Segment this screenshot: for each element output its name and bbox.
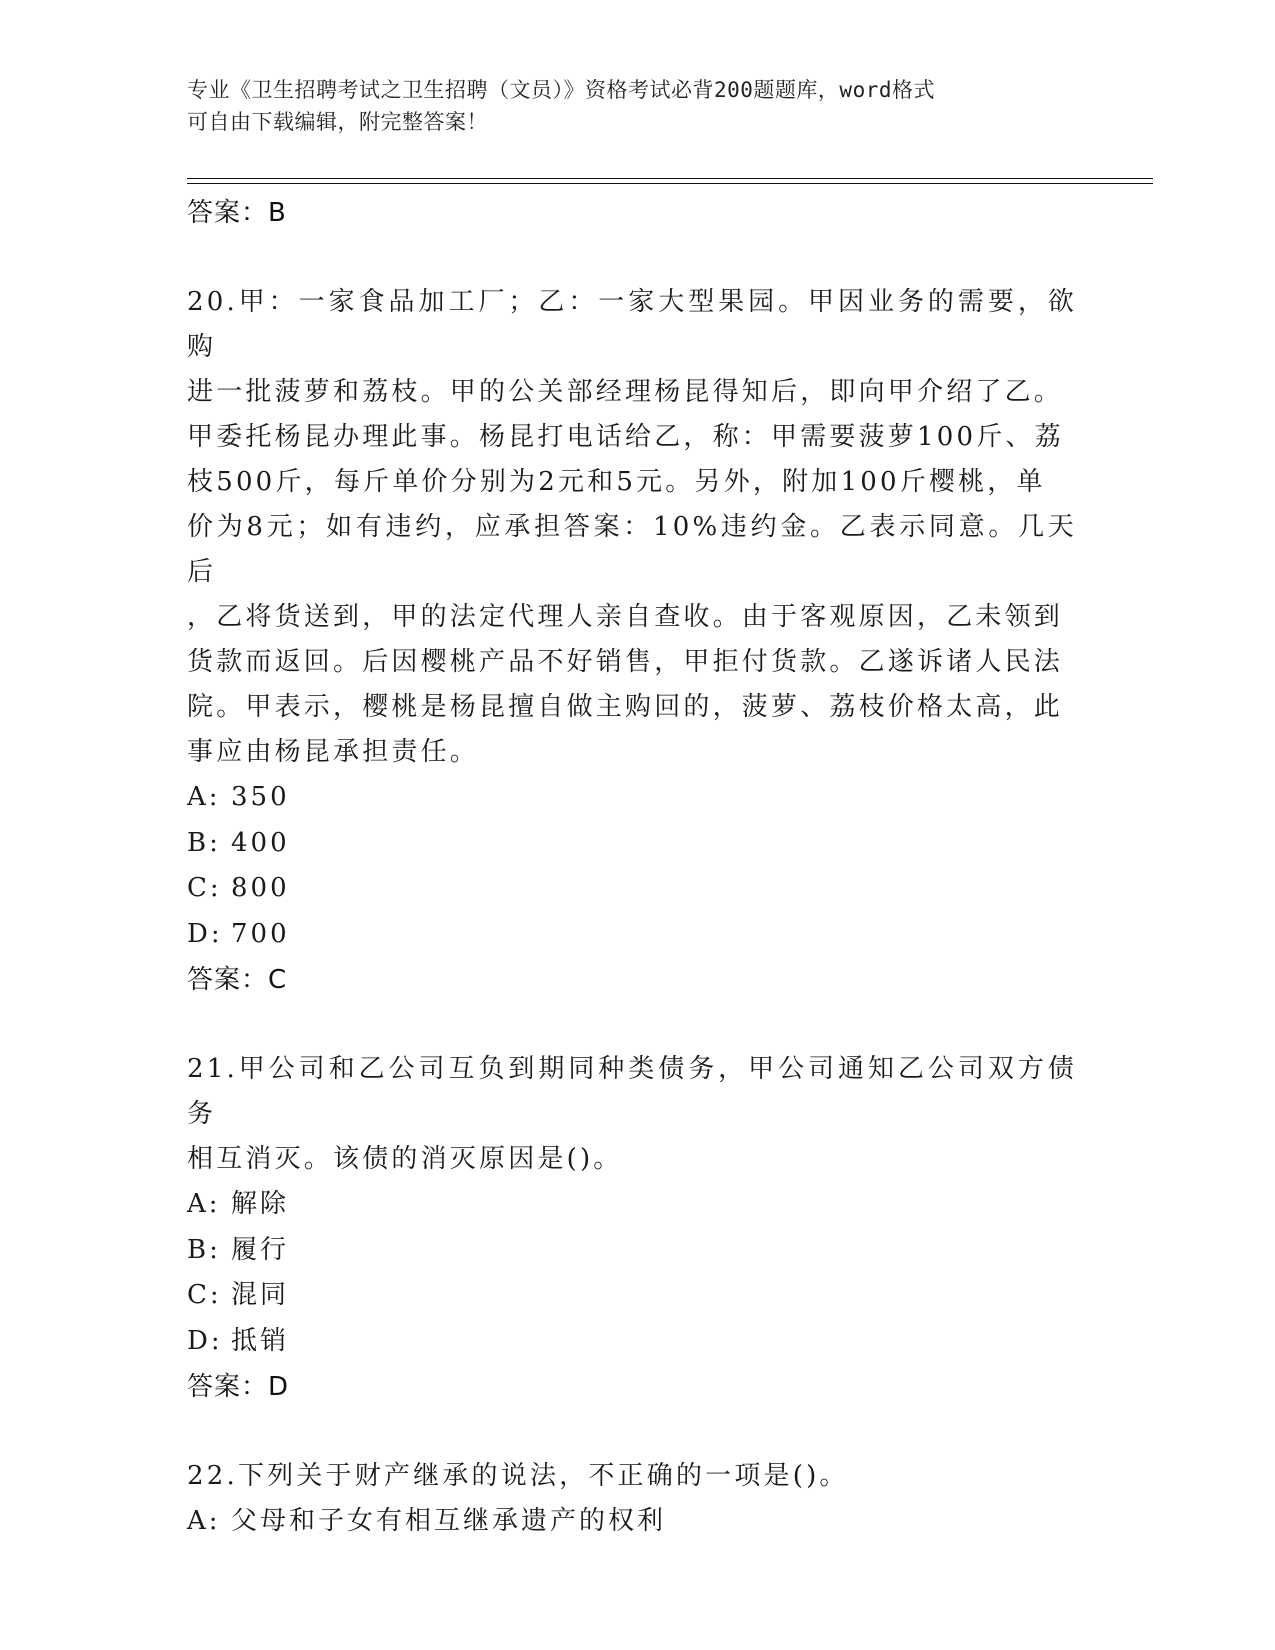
option-c [187,1273,1077,1319]
option-a [187,1182,1077,1228]
question-line: 院。甲表示，樱桃是杨昆擅自做主购回的，菠萝、荔枝价格太高，此 [187,692,1064,722]
spacer [187,236,1077,280]
option-text: 700 [231,918,290,949]
option-label: A: [187,1506,221,1536]
option-d [187,912,1077,958]
option-text: 混同 [231,1280,290,1310]
question-line: ，乙将货送到，甲的法定代理人亲自查收。由于客观原因，乙未领到 [187,602,1064,632]
question-line: 21.甲公司和乙公司互负到期同种类债务，甲公司通知乙公司双方债务 [187,1054,1077,1129]
question-22-text [187,1454,1077,1499]
question-line: 货款而返回。后因樱桃产品不好销售，甲拒付货款。乙遂诉诸人民法 [187,647,1064,677]
option-a [187,775,1077,821]
option-text: 800 [231,873,290,903]
spacer [187,1003,1077,1047]
option-label: A: [187,782,221,812]
question-20-answer: 答案：C [187,965,288,995]
option-text: 解除 [231,1189,290,1219]
option-label: A: [187,1189,221,1219]
option-c [187,866,1077,912]
question-line: 20.甲：一家食品加工厂；乙：一家大型果园。甲因业务的需要，欲购 [187,287,1077,362]
header-rule-bottom [187,183,1153,184]
option-label: D: [187,1325,223,1356]
header-line-2: 可自由下载编辑，附完整答案！ [187,110,488,134]
question-line: 价为8元；如有违约，应承担答案：10%违约金。乙表示同意。几天后 [187,512,1077,587]
header-line-1: 专业《卫生招聘考试之卫生招聘（文员）》资格考试必背200题题库，word格式 [187,78,935,102]
option-label: C: [187,1280,222,1310]
question-line: 相互消灭。该债的消灭原因是()。 [187,1144,623,1174]
option-text: 履行 [231,1234,290,1265]
question-21 [187,1047,1077,1410]
header-rule-top [187,178,1153,179]
question-line: 22.下列关于财产继承的说法，不正确的一项是()。 [187,1461,849,1491]
question-21-text [187,1047,1077,1182]
option-b [187,821,1077,867]
question-20-text [187,280,1077,775]
option-text: 抵销 [231,1325,290,1356]
question-line: 枝500斤，每斤单价分别为2元和5元。另外，附加100斤樱桃，单 [187,467,1046,497]
option-label: B: [187,827,221,858]
question-21-answer: 答案：D [187,1372,290,1402]
question-20 [187,280,1077,1003]
question-line: 进一批菠萝和荔枝。甲的公关部经理杨昆得知后，即向甲介绍了乙。 [187,377,1064,407]
option-label: B: [187,1234,221,1265]
previous-answer: 答案：B [187,198,287,228]
question-line: 事应由杨昆承担责任。 [187,737,480,767]
page-content [187,190,1077,1545]
option-label: D: [187,918,223,949]
page-header [187,74,1067,138]
option-a [187,1499,1077,1545]
question-22 [187,1454,1077,1545]
question-line: 甲委托杨昆办理此事。杨昆打电话给乙，称：甲需要菠萝100斤、荔 [187,422,1064,452]
option-label: C: [187,873,222,903]
option-d [187,1319,1077,1365]
option-text: 400 [231,827,290,858]
option-text: 350 [231,782,290,812]
spacer [187,1410,1077,1454]
option-text: 父母和子女有相互继承遗产的权利 [231,1506,667,1536]
option-b [187,1228,1077,1274]
